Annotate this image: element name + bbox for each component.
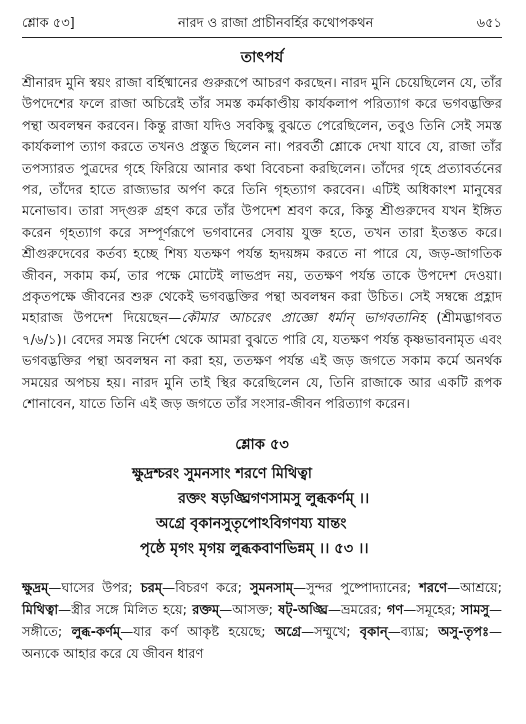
synonym-word: সামসু xyxy=(460,602,490,618)
synonym-meaning: আশ্রয়ে xyxy=(460,580,498,596)
synonym-word: বৃকান্ xyxy=(359,624,388,640)
synonym-word: ষট্-অঙ্ঘ্রি xyxy=(278,602,329,618)
verse-line: পৃষ্ঠে মৃগং মৃগয় লুব্ধকবাণভিন্নম্ ।। ৫৩ ।। xyxy=(140,540,369,557)
verse-reference: শ্লোক ৫৩] xyxy=(22,16,75,31)
synonym-word: সুমনসাম্ xyxy=(249,580,294,596)
synonym-word: ক্ষুদ্রম্ xyxy=(22,580,49,596)
synonym-meaning: আসক্ত xyxy=(232,602,269,618)
purport-heading: তাৎপর্য xyxy=(240,48,284,66)
purport-citation: (শ্রীমদ্ভাগবত ৭/৬/১)। xyxy=(22,311,502,348)
synonym-word: অসু-তৃপঃ xyxy=(438,624,490,640)
synonym-word: চরম্ xyxy=(140,580,163,596)
book-page xyxy=(22,14,502,666)
running-header xyxy=(22,14,502,36)
synonyms-paragraph: ক্ষুদ্রম্—ঘাসের উপর; চরম্—বিচরণ করে; সুমনসাম্—সুন্দর পুষ্পোদ্যানের; শরণে—আশ্রয়ে; মিথিত্বা—স্ত্রীর সঙ্গে মিলিত হয়ে; রক্তম্—আসক্ত; ষট্-অঙ্ঘ্রি—ভ্রমরের; গণ—সমূহের; সামসু—সঙ্গীতে; লুব্ধ-কর্ণম্—যার কর্ণ আকৃষ্ট হয়েছে; অগ্রে—সম্মুখে; বৃকান্—ব্যাঘ্র; অসু-তৃপঃ—অন্যকে আহার করে যে জীবন ধারণ xyxy=(22,580,503,662)
synonym-meaning: যার কর্ণ আকৃষ্ট হয়েছে xyxy=(133,624,262,640)
synonym-meaning: অন্যকে আহার করে যে জীবন ধারণ xyxy=(22,646,204,662)
synonym-meaning: বিচরণ করে xyxy=(175,580,238,596)
synonym-meaning: সুন্দর পুষ্পোদ্যানের xyxy=(306,580,407,596)
synonym-word: মিথিত্বা xyxy=(22,602,59,618)
synonym-meaning: ঘাসের উপর xyxy=(61,580,129,596)
synonym-word: লুব্ধ-কর্ণম্ xyxy=(71,624,121,640)
verse-line: রক্তং ষড়ঙ্ঘ্রিগণসামসু লুব্ধকর্ণম্ ।। xyxy=(178,490,370,507)
purport-text-2: বেদের সমস্ত নির্দেশ থেকে আমরা বুঝতে পারি যে, যতক্ষণ পর্যন্ত কৃষ্ণভাবনামৃত এবং ভগবদ্ভক্তির পন্থা অবলম্বন না করা হয়, ততক্ষণ পর্যন্ত এই জড় জগতে সকাম কর্মে অনর্থক সময়ের অপচয় হয়। নারদ মুনি তাই স্থির করেছিলেন যে, তিনি রাজাকে আর একটি রূপক শোনাবেন, যাতে তিনি এই জড় জগতে তাঁর সংসার-জীবন পরিত্যাগ করেন। xyxy=(22,332,502,413)
synonym-word: গণ xyxy=(386,602,404,618)
synonym-meaning: ব্যাঘ্র xyxy=(400,624,425,640)
purport-paragraph xyxy=(22,73,502,416)
synonym-meaning: সঙ্গীতে xyxy=(22,624,58,640)
verse-line: ক্ষুদ্রশ্চরং সুমনসাং শরণে মিথিত্বা xyxy=(132,465,312,482)
chapter-title: নারদ ও রাজা প্রাচীনবর্হির কথোপকথন xyxy=(177,16,374,31)
page-number: ৬৫১ xyxy=(476,16,502,31)
synonym-meaning: সমূহের xyxy=(416,602,452,618)
verse-block xyxy=(22,462,502,562)
verse-line: অগ্রে বৃকানসুতৃপোঽবিগণয্য যান্তং xyxy=(156,515,347,532)
verse-title: শ্লোক ৫৩ xyxy=(235,436,289,453)
purport-quote: কৌমার আচরেৎ প্রাজ্ঞো ধর্মান্ ভাগবতানিহ xyxy=(181,311,426,327)
header-rule xyxy=(22,37,502,38)
synonym-word: অগ্রে xyxy=(274,624,302,640)
synonym-meaning: সম্মুখে xyxy=(314,624,347,640)
synonym-word: রক্তম্ xyxy=(192,602,220,618)
synonym-meaning: ভ্রমরের xyxy=(341,602,378,618)
purport-text-1: শ্রীনারদ মুনি স্বয়ং রাজা বর্হিষ্মানের গুরুরূপে আচরণ করছেন। নারদ মুনি চেয়েছিলেন যে, তাঁর উপদেশের ফলে রাজা অচিরেই তাঁর সমস্ত কর্মকাণ্ডীয় কার্যকলাপ পরিত্যাগ করে ভগবদ্ভক্তির পন্থা অবলম্বন করবেন। কিন্তু রাজা যদিও সবকিছু বুঝতে পেরেছিলেন, তবুও তিনি সেই সমস্ত কার্যকলাপ ত্যাগ করতে তখনও প্রস্তুত ছিলেন না। পরবর্তী শ্লোকে দেখা যাবে যে, রাজা তাঁর তপস্যারত পুত্রদের গৃহে ফিরিয়ে আনার কথা বিবেচনা করছিলেন। তাঁদের গৃহে প্রত্যাবর্তনের পর, তাঁদের হাতে রাজ্যভার অর্পণ করে তিনি গৃহত্যাগ করবেন। এটিই অধিকাংশ মানুষের মনোভাব। তারা সদ্গুরু গ্রহণ করে তাঁর উপদেশ শ্রবণ করে, কিন্তু শ্রীগুরুদেব যখন ইঙ্গিত করেন গৃহত্যাগ করে সম্পূর্ণরূপে ভগবানের সেবায় যুক্ত হতে, তখন তারা ইতস্তত করে। শ্রীগুরুদেবের কর্তব্য হচ্ছে শিষ্য যতক্ষণ পর্যন্ত হৃদয়ঙ্গম করতে না পারে যে, জড়-জাগতিক জীবন, সকাম কর্ম, তার পক্ষে মোটেই লাভপ্রদ নয়, ততক্ষণ পর্যন্ত তাকে উপদেশ দেওয়া। প্রকৃতপক্ষে জীবনের শুরু থেকেই ভগবদ্ভক্তির পন্থা অবলম্বন করা উচিত। সেই সম্বন্ধে প্রহ্লাদ মহারাজ উপদেশ দিয়েছেন— xyxy=(22,76,502,327)
synonym-meaning: স্ত্রীর সঙ্গে মিলিত হয়ে xyxy=(71,602,183,618)
synonym-word: শরণে xyxy=(419,580,448,596)
